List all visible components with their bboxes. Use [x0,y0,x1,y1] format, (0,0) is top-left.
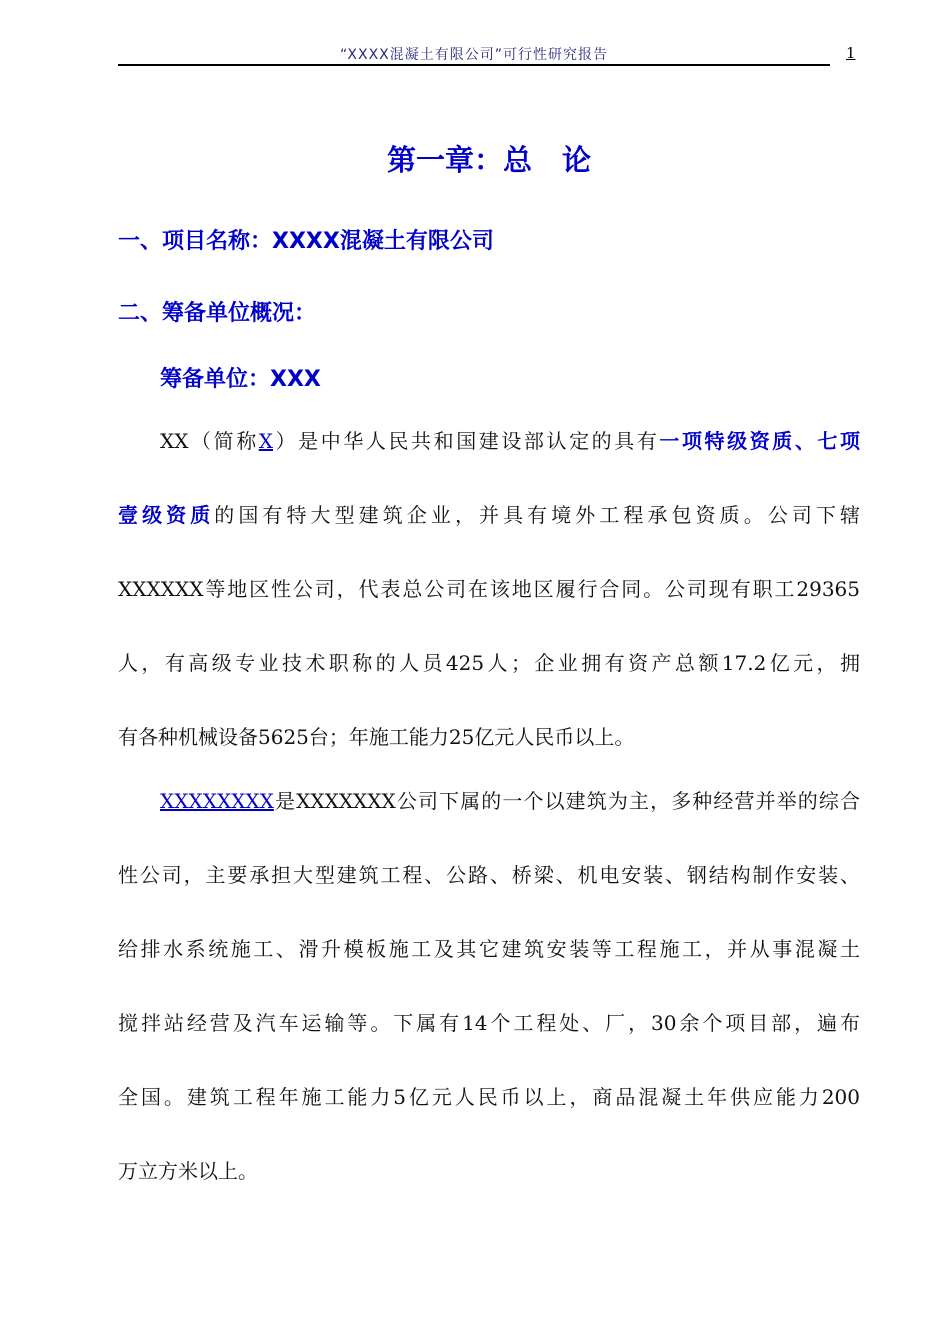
text-run: 是XXXXXXX公司下属的一个以建筑为主，多种经营并举的综合 [273,789,860,813]
highlight-company: XXXXXXXX [160,789,274,813]
header-rule [118,64,830,66]
paragraph-2-line-5: 全国。建筑工程年施工能力5亿元人民币以上，商品混凝土年供应能力200 [118,1085,860,1109]
paragraph-1-line-4: 人，有高级专业技术职称的人员425人；企业拥有资产总额17.2亿元，拥 [118,651,860,675]
highlight-abbrev: X [258,429,274,453]
highlight-qualifications: 壹级资质 [118,503,215,527]
text-run: XX（简称 [160,429,259,453]
section-heading-project-name: 一、项目名称：XXXX混凝土有限公司 [118,229,494,254]
text-run: 的国有特大型建筑企业，并具有境外工程承包资质。公司下辖 [214,503,861,527]
paragraph-1-line-3: XXXXXX等地区性公司，代表总公司在该地区履行合同。公司现有职工29365 [118,577,860,601]
paragraph-1-line-2 [118,502,860,528]
paragraph-2-line-3: 给排水系统施工、滑升模板施工及其它建筑安装等工程施工，并从事混凝土 [118,937,860,961]
paragraph-2-line-4: 搅拌站经营及汽车运输等。下属有14个工程处、厂，30余个项目部，遍布 [118,1011,860,1035]
text-run: ）是中华人民共和国建设部认定的具有 [273,429,660,453]
paragraph-2-line-1 [160,788,860,814]
running-header: “XXXX混凝土有限公司”可行性研究报告 [339,47,609,63]
page-number: 1 [846,44,856,62]
chapter-title-part-b: 论 [562,143,592,177]
paragraph-1-line-5: 有各种机械设备5625台；年施工能力25亿元人民币以上。 [118,725,635,749]
highlight-qualifications: 一项特级资质、七项 [659,429,860,453]
sub-heading-preparatory-unit: 筹备单位：XXX [160,367,321,392]
chapter-title [118,138,860,179]
chapter-title-part-a: 第一章：总 [386,143,532,177]
paragraph-2-line-2: 性公司，主要承担大型建筑工程、公路、桥梁、机电安装、钢结构制作安装、 [118,863,860,887]
paragraph-2-line-6: 万立方米以上。 [118,1159,258,1183]
paragraph-1-line-1 [160,428,860,454]
section-heading-preparatory-unit: 二、筹备单位概况： [118,301,317,326]
